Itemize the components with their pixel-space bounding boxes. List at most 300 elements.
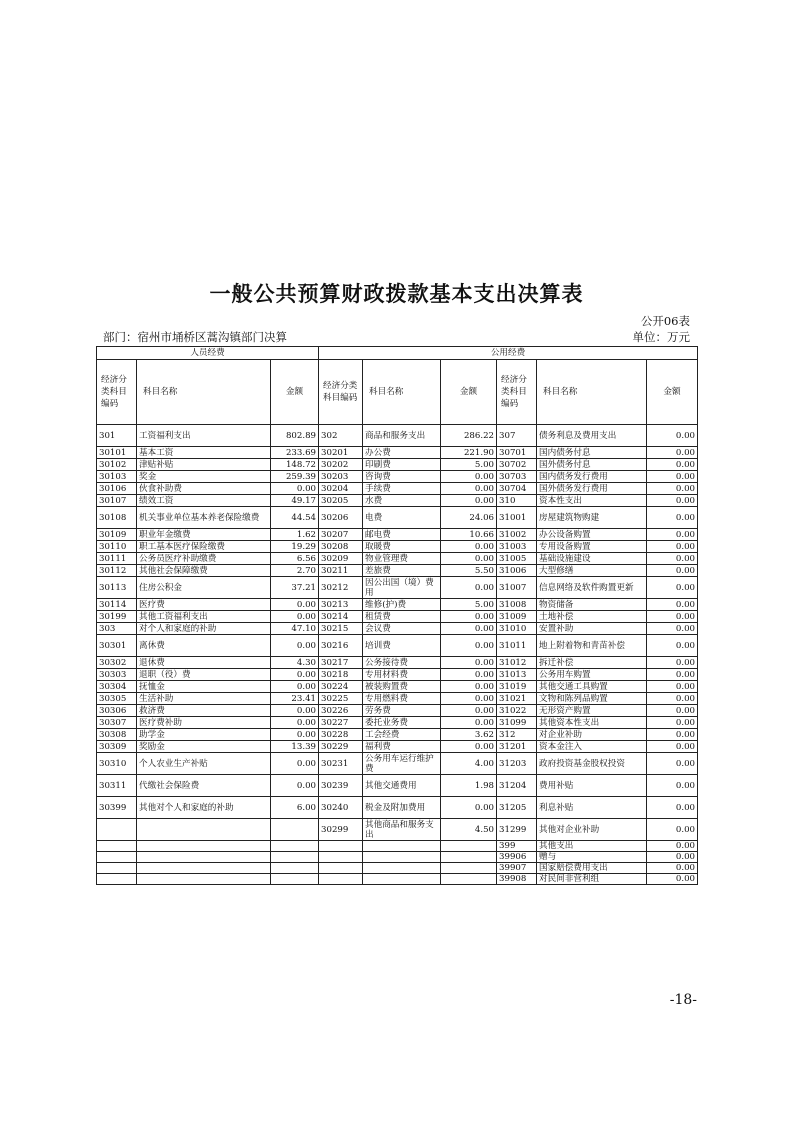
cell-amount-1: 6.00 <box>271 797 319 819</box>
cell-name-3: 安置补助 <box>537 623 647 635</box>
cell-code-3: 31019 <box>497 681 537 693</box>
cell-code-2: 30214 <box>319 611 363 623</box>
cell-amount-1: 37.21 <box>271 577 319 599</box>
header-name-1: 科目名称 <box>137 360 271 425</box>
column-header-row <box>97 360 698 425</box>
group-personnel: 人员经费 <box>97 347 319 360</box>
cell-code-3: 31205 <box>497 797 537 819</box>
cell-name-3: 物资储备 <box>537 599 647 611</box>
cell-name-3: 其他支出 <box>537 841 647 852</box>
cell-name-3: 对企业补助 <box>537 729 647 741</box>
cell-code-2: 30216 <box>319 635 363 657</box>
cell-name-1: 医疗费补助 <box>137 717 271 729</box>
cell-code-1: 30199 <box>97 611 137 623</box>
cell-code-2 <box>319 852 363 863</box>
cell-amount-1: 0.00 <box>271 705 319 717</box>
cell-code-3: 31002 <box>497 529 537 541</box>
cell-amount-1: 13.39 <box>271 741 319 753</box>
cell-amount-2: 0.00 <box>441 471 497 483</box>
cell-name-3: 地上附着物和青苗补偿 <box>537 635 647 657</box>
cell-code-3: 31009 <box>497 611 537 623</box>
header-code-3: 经济分类科目编码 <box>497 360 537 425</box>
cell-name-2: 其他商品和服务支出 <box>363 819 441 841</box>
cell-amount-3: 0.00 <box>647 553 698 565</box>
cell-code-2: 30211 <box>319 565 363 577</box>
cell-code-1: 30302 <box>97 657 137 669</box>
cell-amount-2: 5.00 <box>441 599 497 611</box>
cell-amount-2: 3.62 <box>441 729 497 741</box>
cell-amount-2: 1.98 <box>441 775 497 797</box>
cell-name-1: 伙食补助费 <box>137 483 271 495</box>
cell-code-2: 30240 <box>319 797 363 819</box>
cell-amount-1: 2.70 <box>271 565 319 577</box>
cell-amount-3: 0.00 <box>647 529 698 541</box>
table-row <box>97 471 698 483</box>
cell-name-1: 个人农业生产补贴 <box>137 753 271 775</box>
cell-code-1: 303 <box>97 623 137 635</box>
cell-name-2: 维修(护)费 <box>363 599 441 611</box>
cell-amount-2: 0.00 <box>441 717 497 729</box>
cell-amount-3: 0.00 <box>647 729 698 741</box>
cell-amount-2: 5.00 <box>441 459 497 471</box>
cell-amount-1: 47.10 <box>271 623 319 635</box>
cell-name-2: 培训费 <box>363 635 441 657</box>
cell-code-1: 30311 <box>97 775 137 797</box>
cell-code-1: 30114 <box>97 599 137 611</box>
cell-name-1: 职工基本医疗保险缴费 <box>137 541 271 553</box>
table-row <box>97 852 698 863</box>
cell-code-3: 31204 <box>497 775 537 797</box>
header-name-3: 科目名称 <box>537 360 647 425</box>
table-row <box>97 705 698 717</box>
cell-name-1: 职业年金缴费 <box>137 529 271 541</box>
cell-name-1: 机关事业单位基本养老保险缴费 <box>137 507 271 529</box>
cell-code-1 <box>97 874 137 885</box>
cell-code-3: 31003 <box>497 541 537 553</box>
expenditure-table <box>96 346 698 885</box>
cell-amount-1: 0.00 <box>271 669 319 681</box>
cell-code-1 <box>97 819 137 841</box>
cell-amount-1: 0.00 <box>271 611 319 623</box>
cell-code-3: 31013 <box>497 669 537 681</box>
table-row <box>97 775 698 797</box>
unit-label: 单位：万元 <box>632 330 690 344</box>
table-row <box>97 874 698 885</box>
cell-amount-3: 0.00 <box>647 425 698 447</box>
cell-name-2: 公务用车运行维护费 <box>363 753 441 775</box>
table-row <box>97 841 698 852</box>
cell-code-1 <box>97 852 137 863</box>
cell-amount-3: 0.00 <box>647 507 698 529</box>
header-amount-1: 金额 <box>271 360 319 425</box>
cell-name-3: 费用补贴 <box>537 775 647 797</box>
cell-name-2: 福利费 <box>363 741 441 753</box>
cell-amount-2: 0.00 <box>441 483 497 495</box>
cell-amount-1: 4.30 <box>271 657 319 669</box>
cell-amount-3: 0.00 <box>647 841 698 852</box>
header-code-2: 经济分类科目编码 <box>319 360 363 425</box>
table-row <box>97 577 698 599</box>
cell-amount-3: 0.00 <box>647 681 698 693</box>
table-row <box>97 657 698 669</box>
cell-name-2: 电费 <box>363 507 441 529</box>
cell-amount-3: 0.00 <box>647 693 698 705</box>
cell-name-2 <box>363 874 441 885</box>
cell-amount-2: 0.00 <box>441 553 497 565</box>
cell-amount-2: 24.06 <box>441 507 497 529</box>
cell-name-3: 债务利息及费用支出 <box>537 425 647 447</box>
cell-name-1: 医疗费 <box>137 599 271 611</box>
cell-code-1: 30304 <box>97 681 137 693</box>
cell-code-3: 30701 <box>497 447 537 459</box>
cell-amount-3: 0.00 <box>647 599 698 611</box>
cell-amount-1: 0.00 <box>271 775 319 797</box>
cell-code-1: 30301 <box>97 635 137 657</box>
cell-amount-3: 0.00 <box>647 471 698 483</box>
cell-amount-2: 0.00 <box>441 577 497 599</box>
cell-amount-2: 4.00 <box>441 753 497 775</box>
cell-name-1: 救济费 <box>137 705 271 717</box>
cell-amount-1: 23.41 <box>271 693 319 705</box>
cell-amount-2 <box>441 852 497 863</box>
cell-code-2 <box>319 863 363 874</box>
cell-amount-1: 0.00 <box>271 681 319 693</box>
cell-name-1: 工资福利支出 <box>137 425 271 447</box>
cell-code-3: 399 <box>497 841 537 852</box>
cell-code-3: 31005 <box>497 553 537 565</box>
cell-code-2: 30207 <box>319 529 363 541</box>
cell-name-1: 代缴社会保险费 <box>137 775 271 797</box>
cell-name-2 <box>363 852 441 863</box>
cell-code-1: 30102 <box>97 459 137 471</box>
cell-name-3: 信息网络及软件购置更新 <box>537 577 647 599</box>
page-title: 一般公共预算财政拨款基本支出决算表 <box>209 282 584 306</box>
cell-amount-1: 0.00 <box>271 635 319 657</box>
cell-name-1: 其他工资福利支出 <box>137 611 271 623</box>
cell-name-1: 绩效工资 <box>137 495 271 507</box>
cell-amount-3: 0.00 <box>647 565 698 577</box>
cell-code-2: 302 <box>319 425 363 447</box>
cell-name-3: 赠与 <box>537 852 647 863</box>
cell-name-1: 退职（役）费 <box>137 669 271 681</box>
cell-name-2: 手续费 <box>363 483 441 495</box>
page-number: -18- <box>669 992 697 1008</box>
cell-amount-2: 5.50 <box>441 565 497 577</box>
cell-code-2: 30228 <box>319 729 363 741</box>
cell-name-3: 其他交通工具购置 <box>537 681 647 693</box>
cell-amount-2: 0.00 <box>441 541 497 553</box>
cell-name-3: 其他资本性支出 <box>537 717 647 729</box>
table-row <box>97 483 698 495</box>
cell-name-1 <box>137 863 271 874</box>
cell-name-1 <box>137 874 271 885</box>
cell-name-3: 大型修缮 <box>537 565 647 577</box>
cell-code-1: 30111 <box>97 553 137 565</box>
table-row <box>97 681 698 693</box>
cell-name-1: 对个人和家庭的补助 <box>137 623 271 635</box>
cell-code-2 <box>319 841 363 852</box>
cell-amount-1: 259.39 <box>271 471 319 483</box>
cell-name-2: 税金及附加费用 <box>363 797 441 819</box>
cell-code-2: 30215 <box>319 623 363 635</box>
table-row <box>97 459 698 471</box>
cell-name-2: 咨询费 <box>363 471 441 483</box>
cell-code-3: 30704 <box>497 483 537 495</box>
cell-amount-3: 0.00 <box>647 775 698 797</box>
cell-name-1: 津贴补贴 <box>137 459 271 471</box>
cell-amount-2: 4.50 <box>441 819 497 841</box>
cell-code-3: 39907 <box>497 863 537 874</box>
cell-amount-3: 0.00 <box>647 741 698 753</box>
department-label: 部门：宿州市埇桥区蒿沟镇部门决算 <box>103 330 287 344</box>
cell-code-2: 30217 <box>319 657 363 669</box>
cell-amount-3: 0.00 <box>647 717 698 729</box>
cell-name-3: 其他对企业补助 <box>537 819 647 841</box>
cell-name-2 <box>363 841 441 852</box>
table-row <box>97 729 698 741</box>
cell-name-1: 生活补助 <box>137 693 271 705</box>
table-row <box>97 565 698 577</box>
cell-code-2: 30226 <box>319 705 363 717</box>
table-row <box>97 541 698 553</box>
cell-code-2: 30212 <box>319 577 363 599</box>
cell-name-3: 国家赔偿费用支出 <box>537 863 647 874</box>
cell-code-3: 31010 <box>497 623 537 635</box>
cell-code-1: 30107 <box>97 495 137 507</box>
cell-amount-2: 0.00 <box>441 705 497 717</box>
table-row <box>97 717 698 729</box>
cell-code-1: 30310 <box>97 753 137 775</box>
cell-code-2: 30218 <box>319 669 363 681</box>
cell-amount-2 <box>441 841 497 852</box>
cell-amount-2: 0.00 <box>441 611 497 623</box>
cell-amount-2: 0.00 <box>441 681 497 693</box>
cell-name-2: 租赁费 <box>363 611 441 623</box>
cell-amount-3: 0.00 <box>647 863 698 874</box>
cell-code-3: 31201 <box>497 741 537 753</box>
cell-name-3: 房屋建筑物购建 <box>537 507 647 529</box>
cell-code-1: 30113 <box>97 577 137 599</box>
cell-amount-3: 0.00 <box>647 611 698 623</box>
table-row <box>97 495 698 507</box>
cell-code-3: 31021 <box>497 693 537 705</box>
cell-code-2: 30205 <box>319 495 363 507</box>
cell-amount-1: 233.69 <box>271 447 319 459</box>
cell-name-2: 物业管理费 <box>363 553 441 565</box>
cell-amount-1 <box>271 841 319 852</box>
cell-name-3: 国外债务发行费用 <box>537 483 647 495</box>
cell-code-1 <box>97 841 137 852</box>
cell-amount-3: 0.00 <box>647 623 698 635</box>
cell-name-3: 土地补偿 <box>537 611 647 623</box>
table-row <box>97 507 698 529</box>
cell-amount-1: 148.72 <box>271 459 319 471</box>
table-row <box>97 819 698 841</box>
cell-name-3: 办公设备购置 <box>537 529 647 541</box>
cell-name-3: 无形资产购置 <box>537 705 647 717</box>
cell-name-2: 因公出国（境）费用 <box>363 577 441 599</box>
cell-code-3: 31006 <box>497 565 537 577</box>
cell-code-1: 30303 <box>97 669 137 681</box>
cell-name-2 <box>363 863 441 874</box>
cell-amount-2: 0.00 <box>441 741 497 753</box>
cell-name-2: 被装购置费 <box>363 681 441 693</box>
cell-amount-2: 10.66 <box>441 529 497 541</box>
cell-code-3: 39908 <box>497 874 537 885</box>
cell-name-3: 国内债务付息 <box>537 447 647 459</box>
table-row <box>97 611 698 623</box>
cell-amount-2 <box>441 874 497 885</box>
cell-amount-3: 0.00 <box>647 577 698 599</box>
cell-code-1: 30101 <box>97 447 137 459</box>
cell-code-3: 31203 <box>497 753 537 775</box>
cell-name-1: 奖励金 <box>137 741 271 753</box>
cell-name-2: 专用燃料费 <box>363 693 441 705</box>
cell-code-2: 30213 <box>319 599 363 611</box>
cell-name-3: 专用设备购置 <box>537 541 647 553</box>
cell-amount-1: 0.00 <box>271 729 319 741</box>
cell-code-1: 30309 <box>97 741 137 753</box>
cell-code-1: 30103 <box>97 471 137 483</box>
cell-code-2: 30227 <box>319 717 363 729</box>
cell-name-2: 商品和服务支出 <box>363 425 441 447</box>
cell-code-3: 31007 <box>497 577 537 599</box>
cell-name-3: 政府投资基金股权投资 <box>537 753 647 775</box>
cell-amount-2 <box>441 863 497 874</box>
cell-name-2: 专用材料费 <box>363 669 441 681</box>
cell-code-2: 30202 <box>319 459 363 471</box>
cell-amount-2: 0.00 <box>441 495 497 507</box>
cell-name-1: 奖金 <box>137 471 271 483</box>
cell-name-3: 国外债务付息 <box>537 459 647 471</box>
cell-name-1: 抚恤金 <box>137 681 271 693</box>
cell-name-2: 公务接待费 <box>363 657 441 669</box>
cell-amount-3: 0.00 <box>647 797 698 819</box>
cell-name-3: 利息补贴 <box>537 797 647 819</box>
cell-code-3: 39906 <box>497 852 537 863</box>
cell-amount-2: 0.00 <box>441 669 497 681</box>
cell-name-1: 助学金 <box>137 729 271 741</box>
cell-code-3: 30702 <box>497 459 537 471</box>
cell-code-2: 30206 <box>319 507 363 529</box>
cell-code-3: 31011 <box>497 635 537 657</box>
cell-code-2: 30231 <box>319 753 363 775</box>
cell-code-3: 31022 <box>497 705 537 717</box>
cell-name-1: 公务员医疗补助缴费 <box>137 553 271 565</box>
cell-code-3: 31012 <box>497 657 537 669</box>
cell-amount-3: 0.00 <box>647 635 698 657</box>
cell-code-1: 30108 <box>97 507 137 529</box>
cell-code-1: 30307 <box>97 717 137 729</box>
cell-amount-2: 0.00 <box>441 623 497 635</box>
cell-code-2: 30209 <box>319 553 363 565</box>
cell-amount-2: 0.00 <box>441 797 497 819</box>
cell-amount-1: 19.29 <box>271 541 319 553</box>
cell-code-3: 31099 <box>497 717 537 729</box>
cell-code-3: 312 <box>497 729 537 741</box>
cell-code-1: 30308 <box>97 729 137 741</box>
cell-amount-1: 0.00 <box>271 753 319 775</box>
cell-code-1: 30106 <box>97 483 137 495</box>
cell-name-3: 基础设施建设 <box>537 553 647 565</box>
cell-name-2: 委托业务费 <box>363 717 441 729</box>
cell-amount-3: 0.00 <box>647 447 698 459</box>
cell-amount-1 <box>271 819 319 841</box>
table-row <box>97 753 698 775</box>
cell-name-2: 印刷费 <box>363 459 441 471</box>
cell-code-3: 310 <box>497 495 537 507</box>
cell-name-1: 离休费 <box>137 635 271 657</box>
cell-amount-3: 0.00 <box>647 459 698 471</box>
cell-code-2: 30239 <box>319 775 363 797</box>
cell-code-1: 30112 <box>97 565 137 577</box>
cell-amount-3: 0.00 <box>647 495 698 507</box>
cell-amount-2: 0.00 <box>441 693 497 705</box>
table-row <box>97 529 698 541</box>
cell-code-2: 30204 <box>319 483 363 495</box>
form-number: 公开06表 <box>640 314 690 328</box>
cell-code-1: 30305 <box>97 693 137 705</box>
cell-code-2: 30203 <box>319 471 363 483</box>
cell-name-2: 邮电费 <box>363 529 441 541</box>
table-row <box>97 635 698 657</box>
cell-amount-3: 0.00 <box>647 819 698 841</box>
header-amount-2: 金额 <box>441 360 497 425</box>
table-row <box>97 693 698 705</box>
table-row <box>97 599 698 611</box>
cell-amount-1: 1.62 <box>271 529 319 541</box>
cell-amount-3: 0.00 <box>647 705 698 717</box>
table-row <box>97 623 698 635</box>
cell-code-1: 30110 <box>97 541 137 553</box>
cell-amount-2: 0.00 <box>441 635 497 657</box>
cell-amount-3: 0.00 <box>647 852 698 863</box>
cell-code-3: 307 <box>497 425 537 447</box>
cell-name-3: 对民间非营利组 <box>537 874 647 885</box>
group-header-row <box>97 347 698 360</box>
cell-name-1: 其他对个人和家庭的补助 <box>137 797 271 819</box>
cell-code-2: 30208 <box>319 541 363 553</box>
cell-name-2: 会议费 <box>363 623 441 635</box>
cell-code-1: 30109 <box>97 529 137 541</box>
cell-name-1: 其他社会保障缴费 <box>137 565 271 577</box>
table-row <box>97 797 698 819</box>
header-code-1: 经济分类科目编码 <box>97 360 137 425</box>
cell-amount-1 <box>271 863 319 874</box>
cell-amount-1: 0.00 <box>271 717 319 729</box>
cell-name-3: 公务用车购置 <box>537 669 647 681</box>
cell-amount-1 <box>271 852 319 863</box>
cell-code-3: 31008 <box>497 599 537 611</box>
cell-code-2: 30229 <box>319 741 363 753</box>
table-row <box>97 447 698 459</box>
cell-name-2: 取暖费 <box>363 541 441 553</box>
cell-amount-3: 0.00 <box>647 753 698 775</box>
cell-code-3: 31299 <box>497 819 537 841</box>
cell-amount-3: 0.00 <box>647 541 698 553</box>
cell-amount-1: 0.00 <box>271 483 319 495</box>
cell-name-1: 基本工资 <box>137 447 271 459</box>
cell-name-1 <box>137 852 271 863</box>
cell-amount-1: 802.89 <box>271 425 319 447</box>
cell-name-3: 拆迁补偿 <box>537 657 647 669</box>
cell-amount-2: 221.90 <box>441 447 497 459</box>
table-row <box>97 553 698 565</box>
cell-amount-1: 49.17 <box>271 495 319 507</box>
cell-amount-2: 286.22 <box>441 425 497 447</box>
cell-name-3: 资本金注入 <box>537 741 647 753</box>
cell-name-2: 水费 <box>363 495 441 507</box>
